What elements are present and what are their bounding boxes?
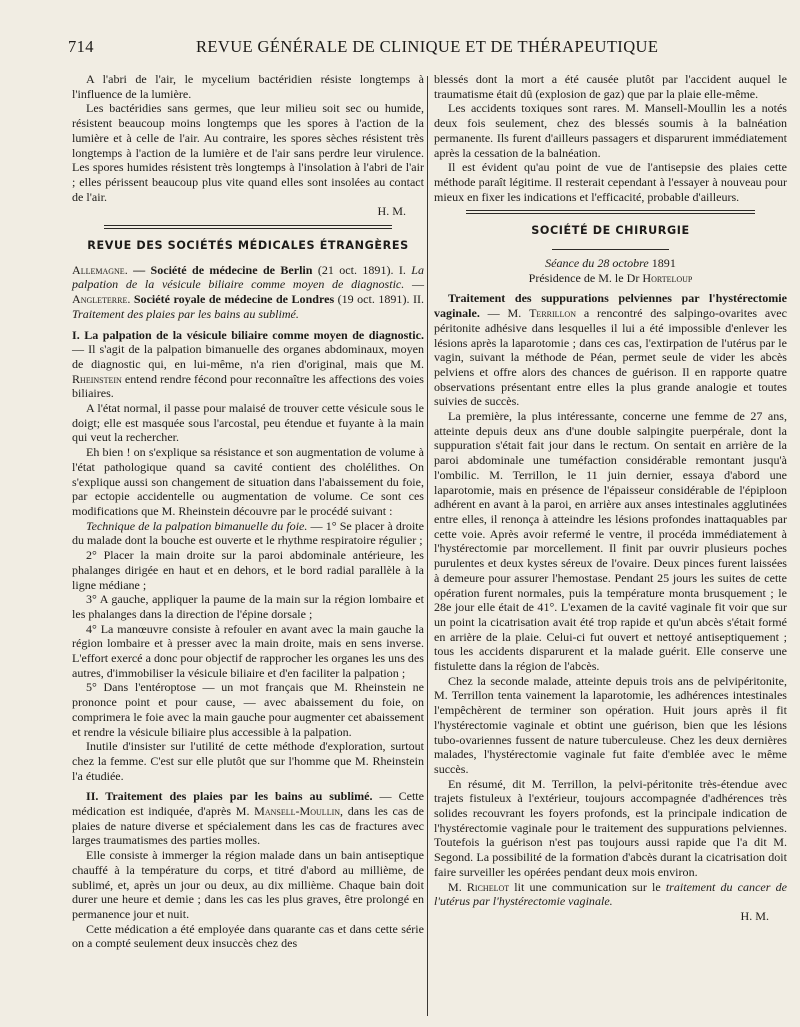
paragraph: Inutile d'insister sur l'utilité de cette méthode d'exploration, surtout chez la femme. C'est sur elle plutôt que sur l'homme que M. Rheinstein l'a étudiée. bbox=[72, 739, 424, 783]
paragraph: M. Richelot lit une communication sur le traitement du cancer de l'utérus par l'hystérectomie vaginale. bbox=[434, 879, 787, 909]
presidency-line: Présidence de M. le Dr Horteloup bbox=[528, 270, 693, 285]
subsection-heading: Traitement des suppurations pelviennes par l'hystérectomie vaginale. bbox=[434, 291, 787, 321]
society-name: — Société de médecine de Berlin bbox=[127, 262, 313, 277]
paragraph: Elle consiste à immerger la région malade dans un bain antiseptique chauffé à la température du corps, et titré d'abord au millième, de sublimé, et, après un jour ou deux, au dix millième. Chaque bain doit durer une heure et demie ; dans les cas les plus graves, être prolongé en permanence jour et nuit. bbox=[72, 848, 424, 921]
paragraph: 3° A gauche, appliquer la paume de la main sur la région lombaire et les phalanges dans la direction de l'épine dorsale ; bbox=[72, 592, 424, 621]
paragraph: blessés dont la mort a été causée plutôt par l'accident auquel le traumatisme était dû (explosion de gaz) que par la plaie elle-même. bbox=[434, 72, 787, 101]
journal-title: REVUE GÉNÉRALE DE CLINIQUE ET DE THÉRAPEUTIQUE bbox=[196, 37, 659, 56]
society-name: Société royale de médecine de Londres bbox=[130, 292, 335, 307]
paragraph: Technique de la palpation bimanuelle du foie. — 1° Se placer à droite du malade dont la bouche est ouverte et le rhythme respiratoire régulier ; bbox=[72, 518, 424, 548]
section-rule bbox=[104, 225, 392, 229]
person-name: Horteloup bbox=[642, 270, 693, 285]
section-title-surgery-society: SOCIÉTÉ DE CHIRURGIE bbox=[531, 224, 690, 238]
paragraph: Eh bien ! on s'explique sa résistance et son augmentation de volume à l'état pathologique quand sa cavité contient des cholélithes. On s'explique aussi son changement de situation dans l'abaissement du foie, par ectopie accidentelle ou augmentation de volume. Ce sont ces modifications que M. Rheinstein découvre par le procédé suivant : bbox=[72, 445, 424, 518]
author-signature: H. M. bbox=[377, 204, 406, 219]
subsection-heading: II. Traitement des plaies par les bains au sublimé. bbox=[86, 789, 373, 804]
section-summary: Allemagne. — Société de médecine de Berlin (21 oct. 1891). I. La palpation de la vésicule biliaire comme moyen de diagnostic. — Angleterre. Société royale de médecine de Londres (19 oct. 1891). II. Traitement des plaies par les bains au sublimé. bbox=[72, 262, 425, 321]
paragraph: I. La palpation de la vésicule biliaire comme moyen de diagnostic. — Il s'agit de la palpation bimanuelle des organes abdominaux, moyen de diagnostic qui, en lui-même, n'a rien d'original, mais que M. Rheinstein entend rendre fécond pour reconnaître les affections des voies biliaires. bbox=[72, 327, 424, 401]
communication-title: traitement du cancer de l'utérus par l'hystérectomie vaginale. bbox=[434, 879, 787, 909]
paragraph: A l'abri de l'air, le mycelium bactéridien résiste longtemps à l'influence de la lumière. bbox=[72, 72, 424, 101]
paragraph: II. Traitement des plaies par les bains au sublimé. — Cette médication est indiquée, d'après M. Mansell-Moullin, dans les cas de plaies de nature diverse et spécialement dans les cas de fractures avec larges traumatismes des parties molles. bbox=[72, 789, 424, 848]
paragraph: Les accidents toxiques sont rares. M. Mansell-Moullin les a notés deux fois seulement, chez des blessés soumis à la balnéation permanente. Ils furent d'ailleurs passagers et disparurent immédiatement après la cessation de la balnéation. bbox=[434, 101, 787, 160]
right-column bbox=[434, 72, 787, 924]
section-title-foreign-societies: REVUE DES SOCIÉTÉS MÉDICALES ÉTRANGÈRES bbox=[87, 239, 409, 253]
country-label: Angleterre. bbox=[72, 292, 131, 307]
paragraph: Il est évident qu'au point de vue de l'antisepsie des plaies cette méthode paraît légitime. Il resterait cependant à l'essayer à nouveau pour mieux en fixer les indications et l'efficacité, probable d'ailleurs. bbox=[434, 160, 787, 204]
paragraph: 2° Placer la main droite sur la paroi abdominale antérieure, les phalanges dirigée en haut et en dehors, et le bord radial parallèle à la ligne médiane ; bbox=[72, 548, 424, 592]
paragraph: Traitement des suppurations pelviennes par l'hystérectomie vaginale. — M. Terrillon a rencontré des salpingo-ovarites avec péritonite adhésive dans lesquelles il lui a été impossible d'enlever les lésions après la laparotomie ; dans ces cas, l'extirpation de l'utérus par le vagin, suivant la méthode de Péan, permet seule de vider les abcès pelviens et offre alors des chances de guérison. Il en rapporte quatre observations présentant entre elles la plus grande analogie et toutes suivies de succès. bbox=[434, 291, 787, 409]
page-number: 714 bbox=[68, 37, 94, 56]
paragraph: La première, la plus intéressante, concerne une femme de 27 ans, atteinte depuis deux ans d'une double salpingite puerpérale, dont la suppuration s'était fait jour dans le rectum. On sentait en arrière de la paroi abdominale une tuméfaction considérable remontant jusqu'à l'ombilic. M. Terrillon, le 11 juin dernier, essaya d'abord une laparotomie, mais en présence de l'épaisseur considérable de l'épiploon adhérent en avant à la paroi, en arrière aux anses intestinales agglutinées entre elles, il renonça à atteindre les lésions profondes inattaquables par cette voie. Après avoir refermé le ventre, il procéda immédiatement à l'hystérectomie par morcellement. Il finit par ouvrir plusieurs poches purulentes et deux kystes séreux de l'ovaire. Deux pinces furent laissées à demeure pour assurer l'hemostase. Pendant 25 jours les suites de cette opération furent normales, puis la température monta brusquement ; le 28e jour elle était de 41°. L'examen de la cavité vaginale fit voir que sur un point la cicatrisation avait été trop rapide et qu'un abcès s'était formé en arrière de la plaie. Celui-ci fut ouvert et nettoyé antiseptiquement ; tous les accidents disparurent et la malade guérit. Elle conserve une fistulette dans la région de l'abcès. bbox=[434, 409, 787, 674]
paragraph: 4° La manœuvre consiste à refouler en avant avec la main gauche la région lombaire et à presser avec la main droite, mais en sens inverse. L'effort exercé a donc pour objectif de rapprocher les organes les uns des autres, d'immobiliser la vésicule biliaire et d'en faciliter la palpation ; bbox=[72, 621, 424, 680]
country-label: Allemagne. bbox=[72, 262, 128, 277]
author-signature: H. M. bbox=[740, 908, 769, 923]
paragraph: Cette médication a été employée dans quarante cas et dans cette série on a compté seulement deux insuccès chez des bbox=[72, 921, 424, 951]
person-name: Terrillon bbox=[529, 306, 576, 321]
article-title: Traitement des plaies par les bains au sublimé. bbox=[72, 306, 299, 321]
person-name: Richelot bbox=[466, 879, 510, 894]
section-rule bbox=[466, 210, 755, 214]
technique-title: Technique de la palpation bimanuelle du foie. bbox=[86, 518, 308, 533]
paragraph: En résumé, dit M. Terrillon, la pelvi-péritonite très-étendue avec trajets fistuleux à l'extérieur, toujours accompagnée d'adhérences très solides recouvrant les foyers profonds, est la principale indication de l'hystérectomie vaginale pour le traitement des suppurations pelviennes. Toutefois la guérison n'est pas toujours aussi rapide que l'a dit M. Segond. La possibilité de la formation d'abcès durant la cicatrisation doit faire surveiller les opérées pendant deux mois environ. bbox=[434, 776, 787, 879]
person-name: Rheinstein bbox=[72, 371, 122, 386]
running-head bbox=[68, 37, 760, 59]
person-name: Mansell-Moullin bbox=[254, 804, 341, 819]
left-column bbox=[72, 72, 424, 951]
paragraph: 5° Dans l'entéroptose — un mot français que M. Rheinstein ne prononce point et pour cause, — avec abaissement du foie, on comprimera le foie avec la main gauche pour augmenter cet abaissement et rendre la vésicule biliaire plus accessible à la palpation. bbox=[72, 680, 424, 739]
column-divider bbox=[427, 76, 428, 1016]
subsection-heading: I. La palpation de la vésicule biliaire comme moyen de diagnostic. bbox=[72, 327, 424, 342]
paragraph: A l'état normal, il passe pour malaisé de trouver cette vésicule sous le doigt; elle est masquée sous l'arcostal, peu étendue et fuyante à la main qui veut la rechercher. bbox=[72, 401, 424, 445]
article-title: La palpation de la vésicule biliaire comme moyen de diagnostic. bbox=[72, 262, 424, 292]
paragraph: Les bactéridies sans germes, que leur milieu soit sec ou humide, résistent beaucoup moins longtemps que les spores à l'action de la lumière et à celle de l'air. Au contraire, les spores sèches résistent très longtemps à l'action de la lumière et de l'air sans perdre leur virulence. Les spores humides résistent très longtemps à l'insolation à l'abri de l'air ; elles périssent beaucoup plus vite quand elles sont insolées au contact de l'air. bbox=[72, 101, 424, 204]
paragraph: Chez la seconde malade, atteinte depuis trois ans de pelvipéritonite, M. Terrillon tenta vainement la laparotomie, les adhérences intestinales l'empêchèrent de terminer son opération. Huit jours après il fit l'hystérectomie vaginale et obtint une guérison, bien que les lésions tubo-ovariennes fussent de nature tuberculeuse. Chez les deux dernières malades, l'hystérectomie vaginale fut faite d'emblée avec le même succès. bbox=[434, 673, 787, 776]
session-date: Séance du 28 octobre 1891 bbox=[545, 256, 676, 271]
